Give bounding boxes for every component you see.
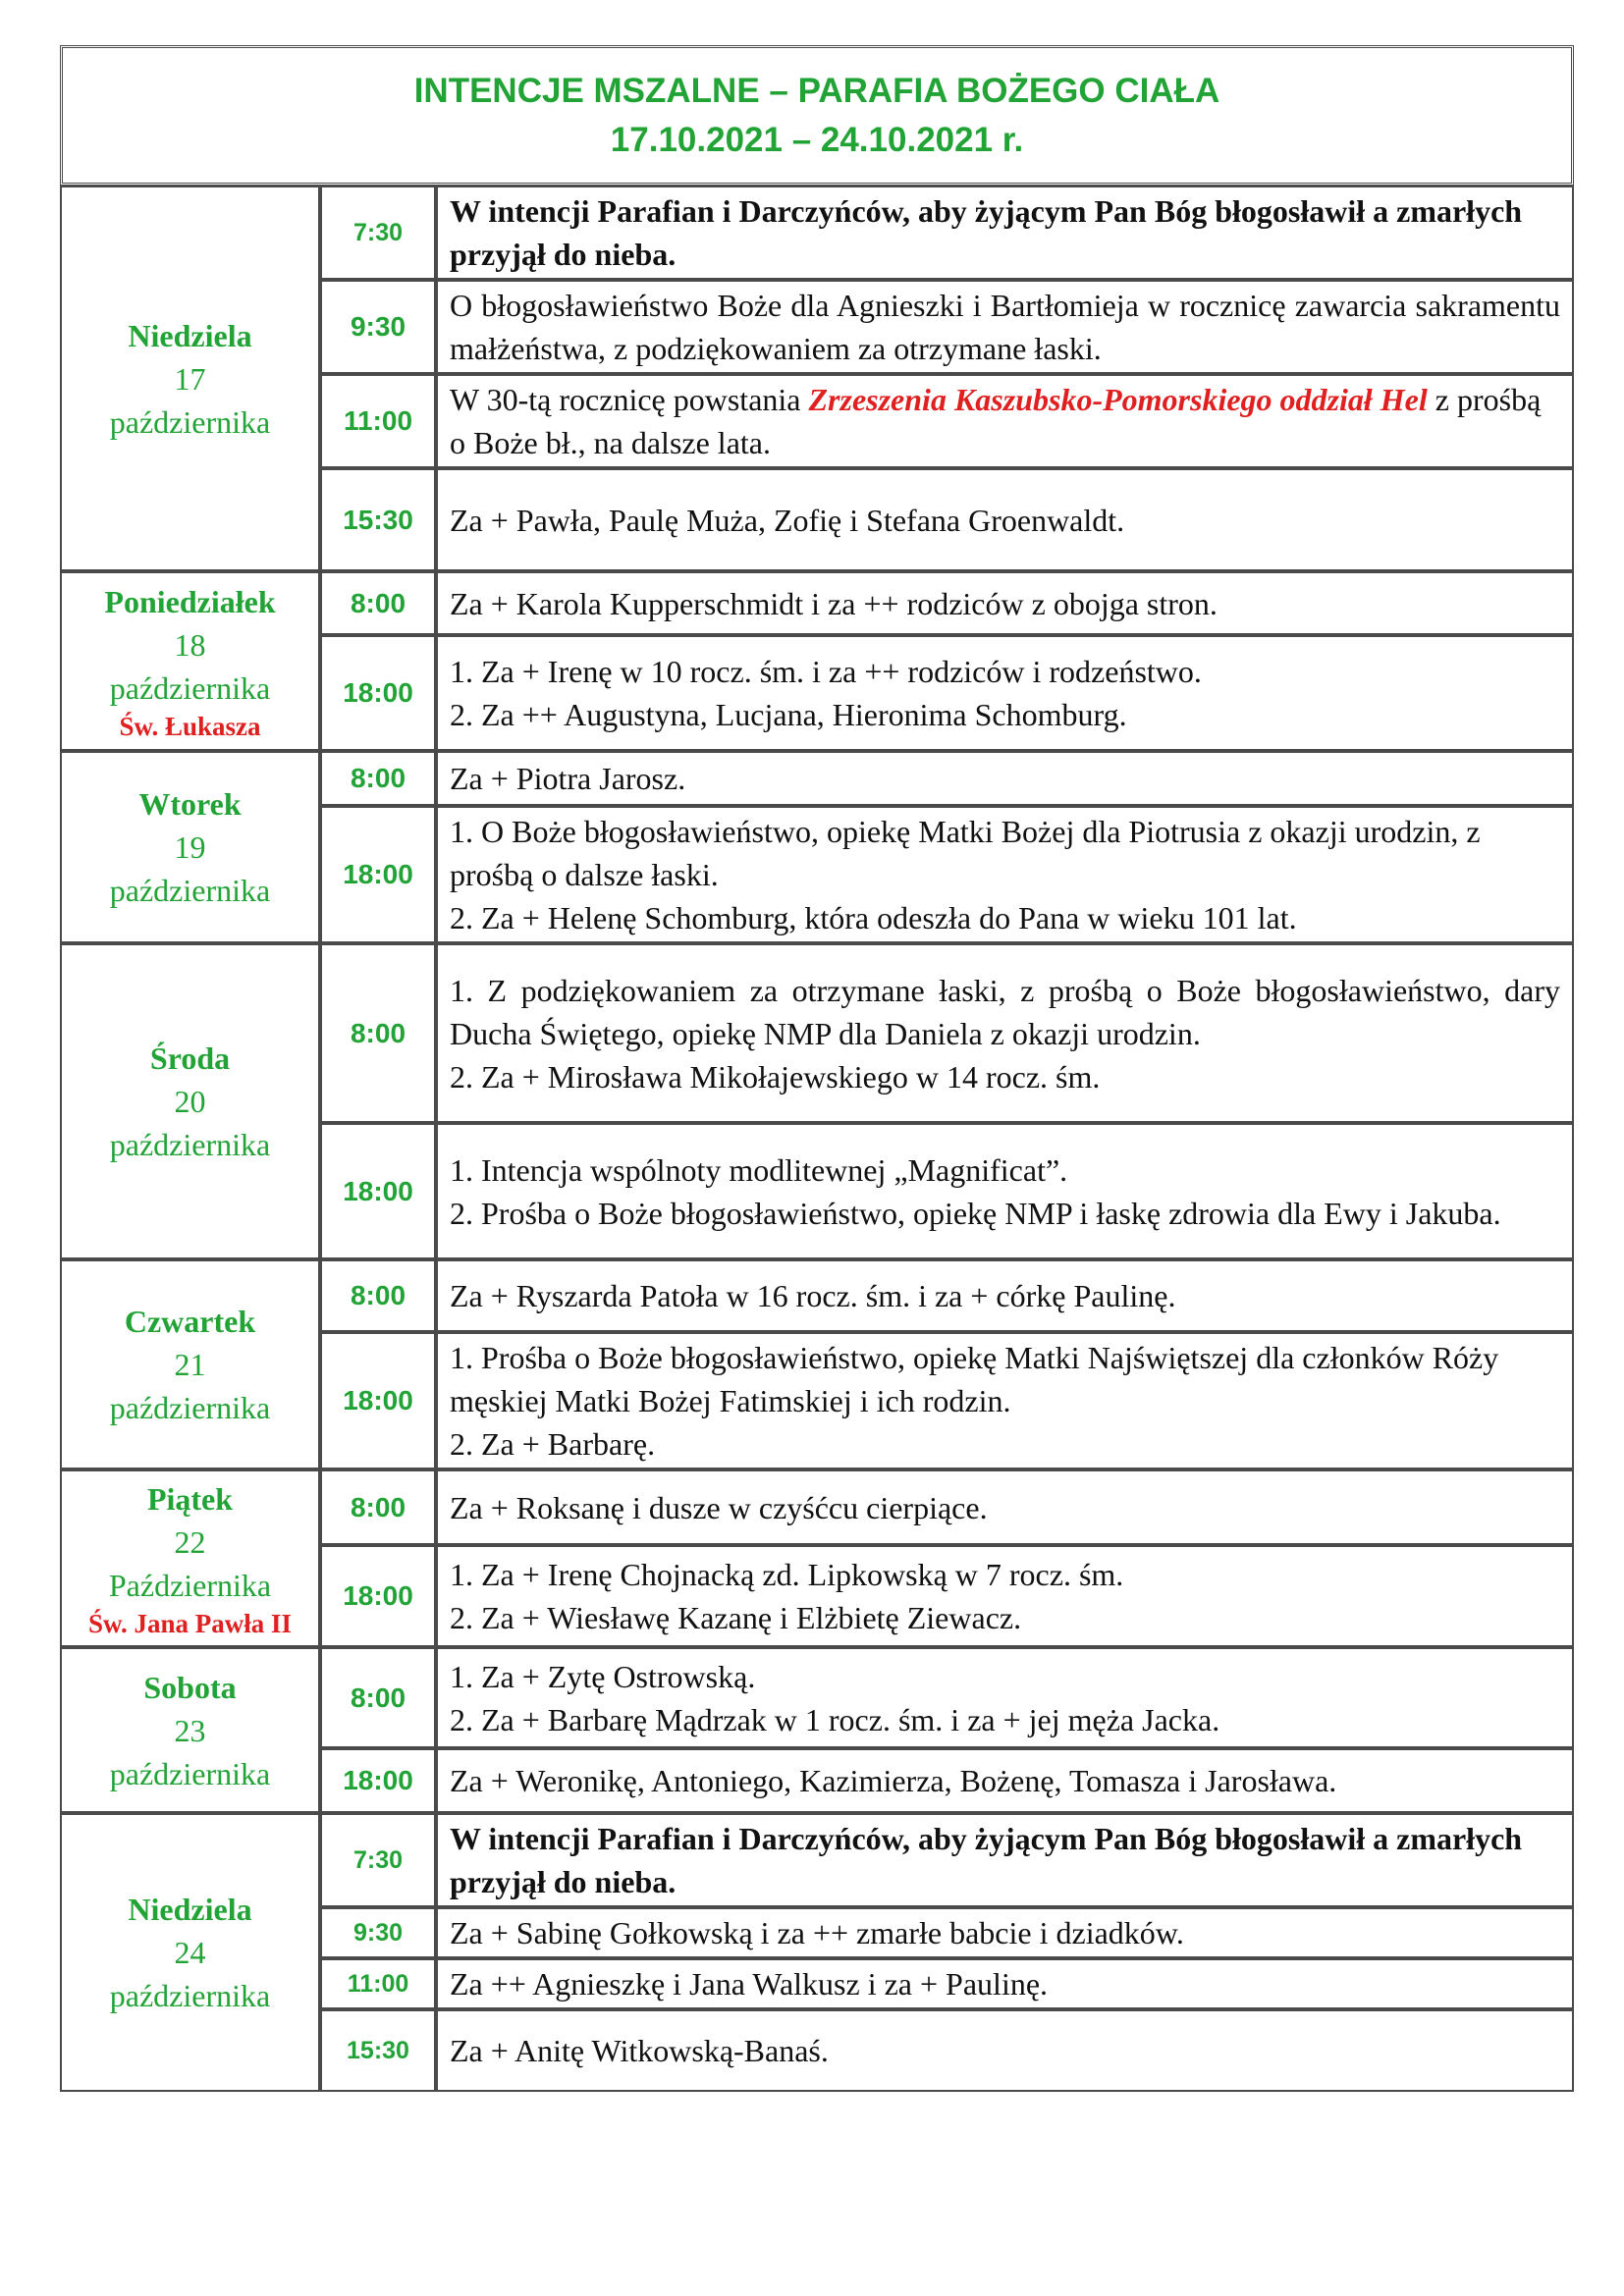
mass-intention: Za + Karola Kupperschmidt i za ++ rodziców z obojga stron. xyxy=(436,571,1574,635)
day-name: Niedziela xyxy=(128,317,252,353)
mass-intention: Za + Weronikę, Antoniego, Kazimierza, Bożenę, Tomasza i Jarosława. xyxy=(436,1748,1574,1813)
day-number: 21 xyxy=(174,1347,206,1382)
mass-intention: Za + Ryszarda Patoła w 16 rocz. śm. i za + córkę Paulinę. xyxy=(436,1259,1574,1332)
mass-intention: Za + Piotra Jarosz. xyxy=(436,751,1574,806)
day-cell-monday-18 xyxy=(60,571,320,751)
intention-suffix: z prośbą o Boże bł., na dalsze lata. xyxy=(450,382,1542,460)
mass-intention xyxy=(436,635,1574,751)
organization-highlight: Zrzeszenia Kaszubsko-Pomorskiego oddział Hel xyxy=(808,382,1428,417)
header-cell xyxy=(60,45,1574,186)
mass-intention: Za + Pawła, Paulę Muża, Zofię i Stefana Groenwaldt. xyxy=(436,468,1574,571)
intention-line: 1. Prośba o Boże błogosławieństwo, opiekę Matki Najświętszej dla członków Róży męskiej Matki Bożej Fatimskiej i ich rodzin. xyxy=(450,1340,1499,1418)
mass-intention: Za + Roksanę i dusze w czyśćcu cierpiące. xyxy=(436,1469,1574,1545)
mass-time: 8:00 xyxy=(320,751,436,806)
intention-line: 1. Intencja wspólnoty modlitewnej „Magnificat”. xyxy=(450,1151,1068,1188)
mass-intention xyxy=(436,943,1574,1123)
mass-intention: Za ++ Agnieszkę i Jana Walkusz i za + Paulinę. xyxy=(436,1958,1574,2009)
mass-time: 9:30 xyxy=(320,1907,436,1958)
intention-line: 1. Za + Zytę Ostrowską. xyxy=(450,1658,756,1694)
mass-time: 15:30 xyxy=(320,2009,436,2092)
day-name: Wtorek xyxy=(138,786,242,822)
day-name: Poniedziałek xyxy=(104,583,276,619)
mass-intention xyxy=(436,806,1574,943)
page-title: INTENCJE MSZALNE – PARAFIA BOŻEGO CIAŁA xyxy=(413,71,1220,110)
day-month: października xyxy=(109,1390,271,1425)
day-cell-saturday-23 xyxy=(60,1647,320,1813)
mass-intention xyxy=(436,1647,1574,1748)
mass-intention: Za + Anitę Witkowską-Banaś. xyxy=(436,2009,1574,2092)
mass-time: 11:00 xyxy=(320,1958,436,2009)
day-name: Niedziela xyxy=(128,1892,252,1927)
day-number: 18 xyxy=(174,626,206,663)
intention-line: 1. Za + Irenę Chojnacką zd. Lipkowską w 7 rocz. śm. xyxy=(450,1557,1124,1592)
mass-intention xyxy=(436,1332,1574,1469)
saint-feast: Św. Łukasza xyxy=(119,711,261,741)
intentions-table xyxy=(60,45,1574,2092)
day-cell-tuesday-19 xyxy=(60,751,320,943)
mass-intention: Za + Sabinę Gołkowską i za ++ zmarłe babcie i dziadków. xyxy=(436,1907,1574,1958)
day-number: 17 xyxy=(174,360,206,397)
mass-time: 18:00 xyxy=(320,1332,436,1469)
day-month: października xyxy=(109,1755,271,1791)
mass-intention: W intencji Parafian i Darczyńców, aby żyjącym Pan Bóg błogosławił a zmarłych przyjął do nieba. xyxy=(436,1813,1574,1907)
mass-intention xyxy=(436,374,1574,468)
day-month: października xyxy=(109,669,271,706)
mass-time: 18:00 xyxy=(320,1545,436,1647)
mass-intention: W intencji Parafian i Darczyńców, aby żyjącym Pan Bóg błogosławił a zmarłych przyjął do nieba. xyxy=(436,186,1574,280)
day-cell-friday-22 xyxy=(60,1469,320,1647)
day-name: Czwartek xyxy=(124,1304,256,1339)
day-month: października xyxy=(109,1127,271,1162)
mass-time: 8:00 xyxy=(320,943,436,1123)
intention-line: 1. O Boże błogosławieństwo, opiekę Matki Bożej dla Piotrusia z okazji urodzin, z prośbą o dalsze łaski. xyxy=(450,814,1481,892)
day-number: 22 xyxy=(174,1523,206,1560)
mass-intention: O błogosławieństwo Boże dla Agnieszki i Bartłomieja w rocznicę zawarcia sakramentu małżeństwa, z podziękowaniem za otrzymane łaski. xyxy=(436,280,1574,374)
mass-time: 18:00 xyxy=(320,1748,436,1813)
mass-time: 8:00 xyxy=(320,1469,436,1545)
intention-line: 1. Za + Irenę w 10 rocz. śm. i za ++ rodziców i rodzeństwo. xyxy=(450,654,1202,689)
mass-time: 15:30 xyxy=(320,468,436,571)
day-month: października xyxy=(109,403,271,440)
day-number: 20 xyxy=(174,1084,206,1119)
day-number: 24 xyxy=(174,1935,206,1970)
day-cell-thursday-21 xyxy=(60,1259,320,1469)
day-number: 19 xyxy=(174,829,206,865)
intention-line: 2. Za ++ Augustyna, Lucjana, Hieronima Schomburg. xyxy=(450,697,1127,732)
intentions-page xyxy=(60,45,1574,2092)
mass-time: 7:30 xyxy=(320,186,436,280)
mass-time: 18:00 xyxy=(320,635,436,751)
mass-time: 18:00 xyxy=(320,1123,436,1259)
day-month: października xyxy=(109,1978,271,2013)
mass-time: 8:00 xyxy=(320,1259,436,1332)
mass-time: 9:30 xyxy=(320,280,436,374)
day-month: października xyxy=(109,873,271,908)
day-name: Środa xyxy=(149,1041,231,1076)
intention-line: 2. Prośba o Boże błogosławieństwo, opiekę NMP i łaskę zdrowia dla Ewy i Jakuba. xyxy=(450,1195,1501,1231)
day-name: Sobota xyxy=(143,1669,237,1705)
mass-time: 18:00 xyxy=(320,806,436,943)
mass-time: 7:30 xyxy=(320,1813,436,1907)
saint-feast: Św. Jana Pawła II xyxy=(87,1608,293,1638)
day-name: Piątek xyxy=(146,1480,234,1517)
intention-line: 2. Za + Wiesławę Kazanę i Elżbietę Ziewacz. xyxy=(450,1600,1022,1635)
intention-line: 2. Za + Barbarę Mądrzak w 1 rocz. śm. i za + jej męża Jacka. xyxy=(450,1701,1220,1737)
mass-intention xyxy=(436,1545,1574,1647)
intention-line: 2. Za + Helenę Schomburg, która odeszła do Pana w wieku 101 lat. xyxy=(450,900,1297,935)
intention-line: 1. Z podziękowaniem za otrzymane łaski, z prośbą o Boże błogosławieństwo, dary Ducha Świętego, opiekę NMP dla Daniela z okazji urodzin. xyxy=(450,972,1560,1051)
mass-time: 8:00 xyxy=(320,1647,436,1748)
day-cell-wednesday-20 xyxy=(60,943,320,1259)
intention-line: 2. Za + Mirosława Mikołajewskiego w 14 rocz. śm. xyxy=(450,1058,1101,1095)
mass-time: 8:00 xyxy=(320,571,436,635)
mass-time: 11:00 xyxy=(320,374,436,468)
date-range: 17.10.2021 – 24.10.2021 r. xyxy=(610,120,1024,159)
day-number: 23 xyxy=(174,1712,206,1748)
day-cell-sunday-17 xyxy=(60,186,320,571)
mass-intention xyxy=(436,1123,1574,1259)
day-cell-sunday-24 xyxy=(60,1813,320,2092)
intention-line: 2. Za + Barbarę. xyxy=(450,1426,656,1462)
day-month: Października xyxy=(108,1567,272,1603)
intention-prefix: W 30-tą rocznicę powstania xyxy=(450,382,809,417)
